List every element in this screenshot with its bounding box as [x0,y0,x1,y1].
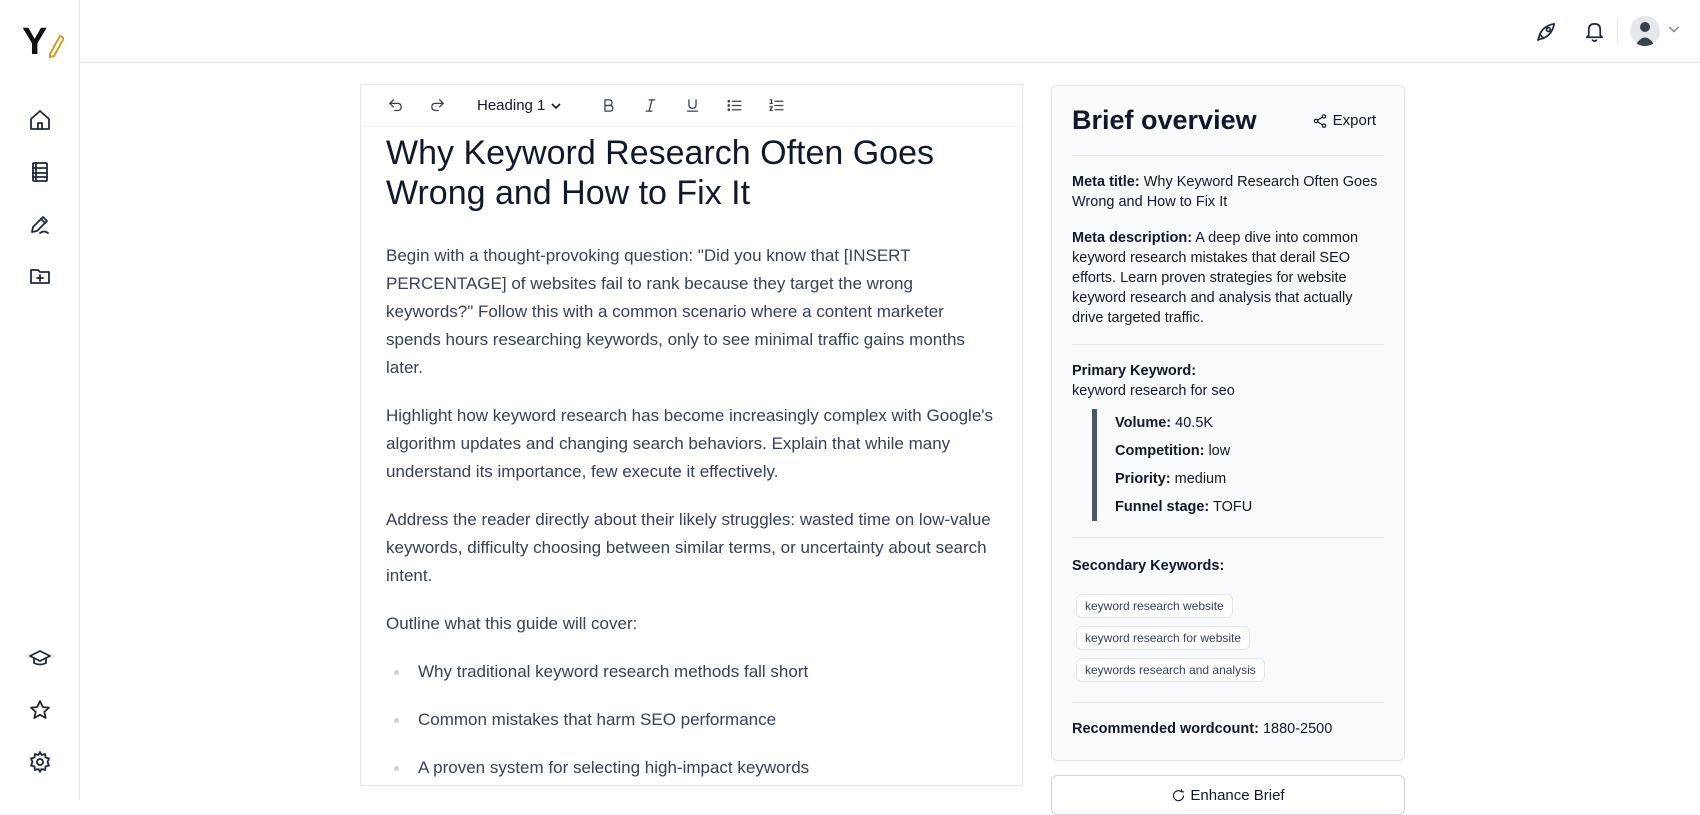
volume-value: 40.5K [1175,415,1214,431]
bullet-list-icon[interactable] [720,92,748,120]
document-title[interactable]: Why Keyword Research Often Goes Wrong and How to Fix It [386,134,935,212]
keyword-chip[interactable]: keyword research for website [1076,626,1250,650]
underline-icon[interactable] [678,92,706,120]
svg-text:Y: Y [22,22,48,58]
keyword-chip[interactable]: keywords research and analysis [1076,658,1265,682]
redo-icon[interactable] [423,92,451,120]
numbered-list-icon[interactable] [762,92,790,120]
paragraph[interactable]: Highlight how keyword research has become increasingly complex with Google's algorithm updates and changing search behaviors. Explain that while many understand its importance, few execute it effectively. [386,406,994,481]
primary-keyword-label: Primary Keyword: [1072,363,1197,379]
wordcount-section [1072,703,1384,739]
bullet-dot [394,766,399,771]
bell-icon[interactable] [1580,17,1608,45]
funnel-stage-value: TOFU [1213,499,1253,515]
primary-keyword-section [1072,345,1384,538]
refresh-icon [1171,788,1186,803]
heading-style-select[interactable] [477,97,564,114]
share-icon [1312,113,1328,129]
documents-icon[interactable] [25,157,55,187]
paragraph[interactable]: Begin with a thought-provoking question: "Did you know that [INSERT PERCENTAGE] of websites fail to rank because they target the wrong keywords?" Follow this with a common scenario where a content marketer spends hours researching keywords, only to see minimal traffic gains months later. [386,246,965,377]
priority-label: Priority: [1115,471,1171,487]
keyword-stats [1092,409,1384,521]
keyword-chip[interactable]: keyword research website [1076,594,1233,618]
secondary-keywords-section [1072,538,1384,703]
primary-keyword-value: keyword research for seo [1072,383,1235,399]
write-icon[interactable] [25,209,55,239]
settings-gear-icon[interactable] [25,747,55,777]
sidebar [0,0,80,800]
meta-section [1072,156,1384,345]
bullet-dot [394,670,399,675]
bullet-dot [394,718,399,723]
document-body[interactable] [361,127,1022,782]
meta-description-value: A deep dive into common keyword research mistakes that derail SEO efforts. Learn proven strategies for website keyword research and analysis that actually drive targeted traffic. [1072,230,1359,326]
paragraph[interactable]: Outline what this guide will cover: [386,614,638,633]
list-item[interactable] [394,658,998,686]
undo-icon[interactable] [381,92,409,120]
rocket-icon[interactable] [1532,17,1560,45]
enhance-brief-label: Enhance Brief [1190,786,1285,804]
wordcount-label: Recommended wordcount: [1072,721,1259,737]
brief-header [1072,86,1384,156]
list-item[interactable] [394,706,998,734]
brief-title: Brief overview [1072,105,1257,135]
app-logo[interactable] [22,22,64,58]
meta-description [1072,228,1384,328]
chevron-down-icon[interactable] [1666,21,1684,39]
list-item-text: Why traditional keyword research methods fall short [418,662,809,681]
priority-value: medium [1174,471,1227,487]
competition-value: low [1208,443,1231,459]
competition-label: Competition: [1115,443,1205,459]
list-item[interactable] [394,754,998,782]
top-divider [1617,18,1618,44]
meta-title-label: Meta title: [1072,174,1140,190]
export-label: Export [1332,112,1376,129]
graduation-cap-icon[interactable] [25,643,55,673]
funnel-stage-label: Funnel stage: [1115,499,1210,515]
bullet-list [386,658,998,782]
list-item-text: A proven system for selecting high-impact keywords [418,758,810,777]
brief-overview-panel [1051,85,1405,761]
meta-description-label: Meta description: [1072,230,1193,246]
bold-icon[interactable] [594,92,622,120]
wordcount-value: 1880-2500 [1262,721,1333,737]
secondary-keywords-label: Secondary Keywords: [1072,558,1225,574]
top-bar [80,0,1700,63]
meta-title [1072,172,1384,212]
italic-icon[interactable] [636,92,664,120]
list-item-text: Common mistakes that harm SEO performance [418,710,777,729]
export-button[interactable] [1312,112,1376,129]
heading-style-value: Heading 1 [477,97,546,114]
chevron-down-icon [548,98,564,114]
meta-title-value: Why Keyword Research Often Goes Wrong and How to Fix It [1072,174,1378,210]
home-icon[interactable] [25,105,55,135]
secondary-keyword-chips [1076,594,1384,682]
editor-toolbar [361,85,1022,127]
volume-label: Volume: [1115,415,1172,431]
document-editor [360,84,1023,786]
star-icon[interactable] [25,695,55,725]
enhance-brief-button[interactable] [1051,775,1405,815]
user-avatar[interactable] [1630,16,1660,46]
folder-add-icon[interactable] [25,261,55,291]
paragraph[interactable]: Address the reader directly about their likely struggles: wasted time on low-value keywords, difficulty choosing between similar terms, or uncertainty about search intent. [386,510,991,585]
